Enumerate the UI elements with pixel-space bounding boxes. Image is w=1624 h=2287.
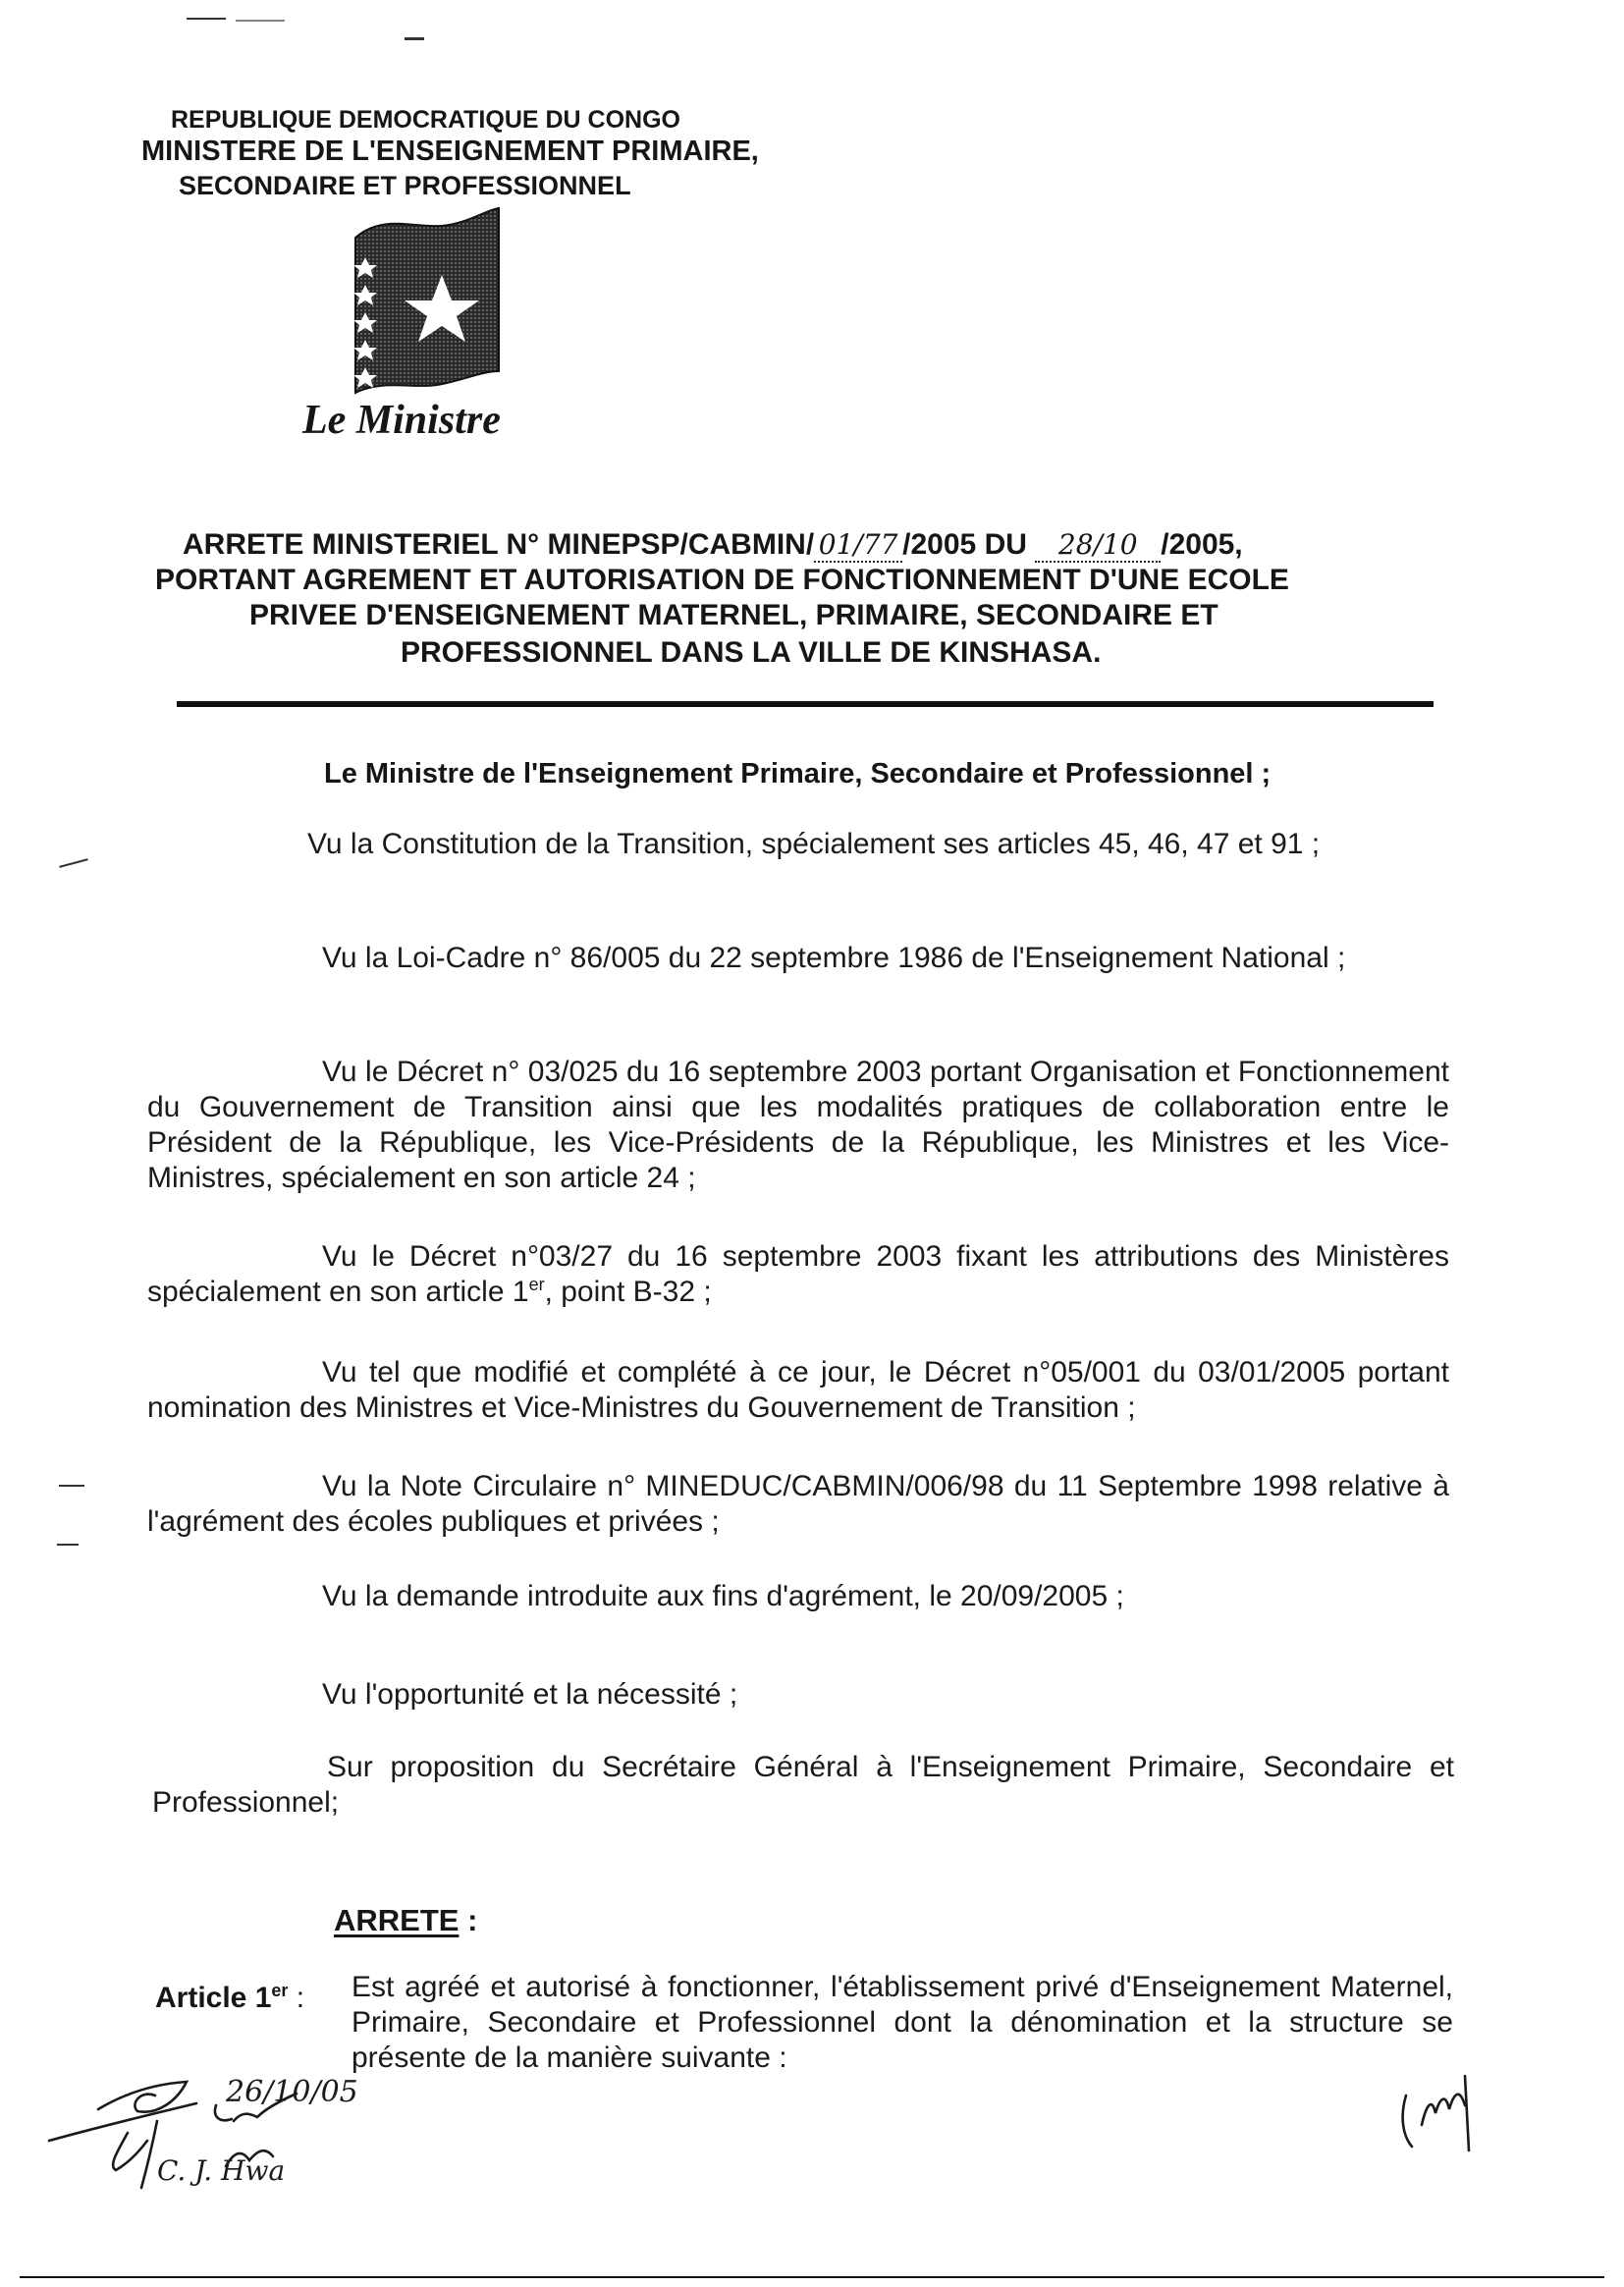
decree-date-handwritten: 28/10: [1035, 528, 1161, 563]
decree-title-line4: PROFESSIONNEL DANS LA VILLE DE KINSHASA.: [401, 636, 1102, 669]
paragraph-decret-03-025: Vu le Décret n° 03/025 du 16 septembre 2003 portant Organisation et Fonctionnement du Gouvernement de Transition ainsi que les modalités pratiques de collaboration entre le Président de la République, les Vice-Présidents de la République, les Ministres et les Vice-Ministres, spécialement en son article 24 ;: [147, 1056, 1449, 1194]
decree-title-prefix: ARRETE MINISTERIEL N° MINEPSP/CABMIN/: [183, 528, 815, 561]
scan-artifact: [59, 1485, 84, 1487]
scan-artifact: [187, 18, 226, 20]
scan-artifact: [236, 20, 285, 22]
decree-title-line1: [183, 528, 1243, 563]
paragraph-demande: Vu la demande introduite aux fins d'agrément, le 20/09/2005 ;: [322, 1580, 1124, 1612]
scan-bottom-edge: [20, 2276, 1604, 2278]
scan-artifact: [405, 37, 424, 40]
preamble: Le Ministre de l'Enseignement Primaire, Secondaire et Professionnel ;: [324, 758, 1272, 790]
scan-artifact: [57, 1544, 79, 1546]
minister-label: Le Ministre: [302, 398, 501, 443]
decree-number-handwritten: 01/77: [814, 528, 902, 563]
republic-label: REPUBLIQUE DEMOCRATIQUE DU CONGO: [171, 106, 680, 134]
initials-name: C. J. Hwa: [157, 2154, 286, 2187]
decree-title-line3: PRIVEE D'ENSEIGNEMENT MATERNEL, PRIMAIRE, SECONDAIRE ET: [249, 599, 1218, 631]
paragraph-decret-05-001: Vu tel que modifié et complété à ce jour, le Décret n°05/001 du 03/01/2005 portant nomination des Ministres et Vice-Ministres du Gouvernement de Transition ;: [147, 1356, 1449, 1424]
decree-title-line2: PORTANT AGREMENT ET AUTORISATION DE FONCTIONNEMENT D'UNE ECOLE: [155, 564, 1289, 596]
paragraph-decret-03-27: Vu le Décret n°03/27 du 16 septembre 2003 fixant les attributions des Ministères spécialement en son article 1er, point B-32 ;: [147, 1240, 1449, 1308]
handwritten-initials: [39, 1993, 373, 2200]
arrete-heading: ARRETE :: [334, 1903, 478, 1937]
title-divider: [177, 701, 1434, 707]
paragraph-opportunite: Vu l'opportunité et la nécessité ;: [322, 1678, 738, 1711]
article-1-text: Est agréé et autorisé à fonctionner, l'établissement privé d'Enseignement Maternel, Primaire, Secondaire et Professionnel dont la dénomination et la structure se présente de la manière suivante :: [352, 1971, 1453, 2074]
handwritten-paraph: [1392, 2056, 1481, 2164]
scan-artifact: [59, 858, 87, 868]
ministry-name-line2: SECONDAIRE ET PROFESSIONNEL: [179, 171, 631, 200]
flag-emblem: [344, 206, 511, 403]
paragraph-note-circulaire: Vu la Note Circulaire n° MINEDUC/CABMIN/006/98 du 11 Septembre 1998 relative à l'agrément des écoles publiques et privées ;: [147, 1470, 1449, 1538]
paragraph-loi-cadre: Vu la Loi-Cadre n° 86/005 du 22 septembre 1986 de l'Enseignement National ;: [322, 942, 1346, 974]
decree-title-mid: /2005 DU: [902, 528, 1036, 561]
initials-date: 26/10/05: [226, 2075, 358, 2109]
article-1-label: Article 1er :: [155, 1981, 305, 2014]
paragraph-proposition: Sur proposition du Secrétaire Général à l'Enseignement Primaire, Secondaire et Professionnel;: [152, 1751, 1454, 1819]
ministry-name-line1: MINISTERE DE L'ENSEIGNEMENT PRIMAIRE,: [141, 136, 759, 167]
paragraph-constitution: Vu la Constitution de la Transition, spécialement ses articles 45, 46, 47 et 91 ;: [307, 828, 1321, 860]
decree-title-suffix: /2005,: [1161, 528, 1243, 561]
